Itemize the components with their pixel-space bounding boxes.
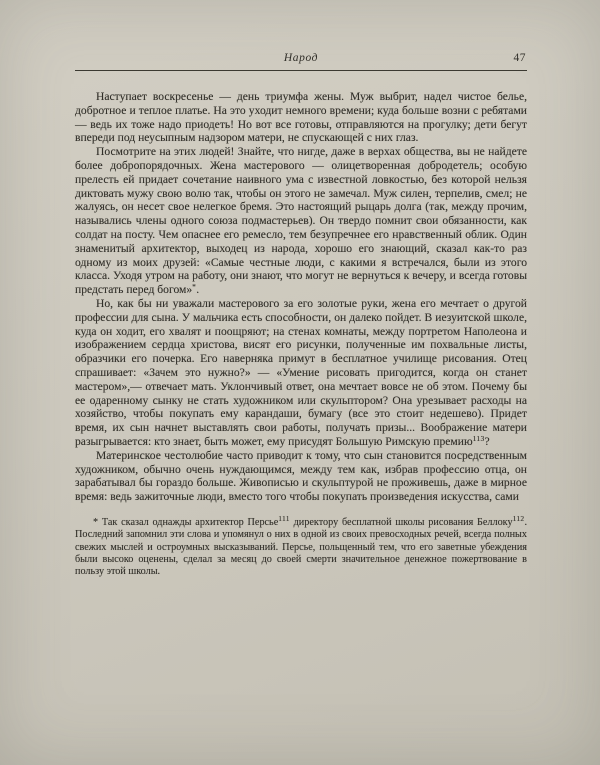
- footnote-reference: 112: [512, 513, 525, 523]
- header-rule: [75, 70, 527, 71]
- footnote-reference: 111: [278, 513, 290, 523]
- body-text: [75, 90, 527, 504]
- footnote-reference: *: [192, 282, 197, 292]
- footnote-text: * Так сказал однажды архитектор Персье$^{111}$ директору бесплатной школы рисования Беллоку$^{112}$. Последний запомнил эти слова и упомянул о них в одной из своих превосходных речей, всегда полных свежих мыслей и остроумных высказываний. Персье, польщенный тем, что его заветные убеждения были высоко оценены, сделал за месяц до своей смерти значительное денежное пожертвование в пользу этой школы.: [75, 513, 528, 578]
- paragraph: Но, как бы ни уважали мастерового за его золотые руки, жена его мечтает о другой профессии для сына. У мальчика есть способности, он далеко пойдет. В иезуитской школе, куда он ходит, его хвалят и поощряют; на стенах комнаты, между портретом Наполеона и изображением сердца христова, висят его рисунки, полученные им похвальные листы, образчики его почерка. Его наверняка примут в бесплатное училище рисования. Отец спрашивает: «Зачем это нужно?» — «Умение рисовать пригодится, когда он станет мастером»,— отвечает мать. Уклончивый ответ, она мечтает вовсе не об этом. Почему бы ее одаренному сынку не стать художником или скульптором? Она урезывает расходы на хозяйство, чтобы покупать ему карандаши, бумагу (все это стоит недешево). Придет время, их сын начнет выставлять свои работы, получать призы... Воображение матери разыгрывается: кто знает, быть может, ему присудят Большую Римскую премию$^{113}$?: [75, 296, 527, 448]
- page-number: 47: [513, 52, 526, 64]
- footnote: [75, 513, 528, 578]
- running-head: [75, 52, 527, 67]
- footnote-reference: 113: [472, 433, 485, 443]
- text-column: [75, 52, 527, 578]
- paragraph: Наступает воскресенье — день триумфа жены. Муж выбрит, надел чистое белье, добротное и теплое платье. На это уходит немного времени; куда больше возни с ребятами — ведь их тоже надо приодеть! Но вот все готовы, отправляются на прогулку; дети бегут впереди под неусыпным надзором матери, не спускающей с них глаз.: [75, 90, 527, 145]
- running-head-title: Народ: [283, 52, 319, 64]
- paragraph: Материнское честолюбие часто приводит к тому, что сын становится посредственным художником, обычно очень нуждающимся, между тем как, избрав профессию отца, он зарабатывал бы гораздо больше. Живописью и скульптурой не проживешь, даже в мирное время: ведь зажиточные люди, вместо того чтобы покупать произведения искусства, сами: [75, 448, 527, 504]
- paragraph: Посмотрите на этих людей! Знайте, что нигде, даже в верхах общества, вы не найдете более добропорядочных. Жена мастерового — олицетворенная добродетель; особую прелесть ей придает сочетание наивного ума с известной ловкостью, без которой нельзя диктовать мужу свою волю так, чтобы он этого не замечал. Муж силен, терпелив, смел; не жалуясь, он несет свое нелегкое бремя. Это настоящий рыцарь долга (так, между прочим, назывались члены одного союза подмастерьев). Он твердо помнит свои обязанности, как солдат на посту. Чем опаснее его ремесло, тем безупречнее его нравственный облик. Один знаменитый архитектор, выходец из народа, хорошо его знающий, сказал как-то раз одному из моих друзей: «Самые честные люди, с какими я встречался, были из этого класса. Уходя утром на работу, они знают, что могут не вернуться к вечеру, и всегда готовы предстать перед богом»*.: [75, 145, 527, 297]
